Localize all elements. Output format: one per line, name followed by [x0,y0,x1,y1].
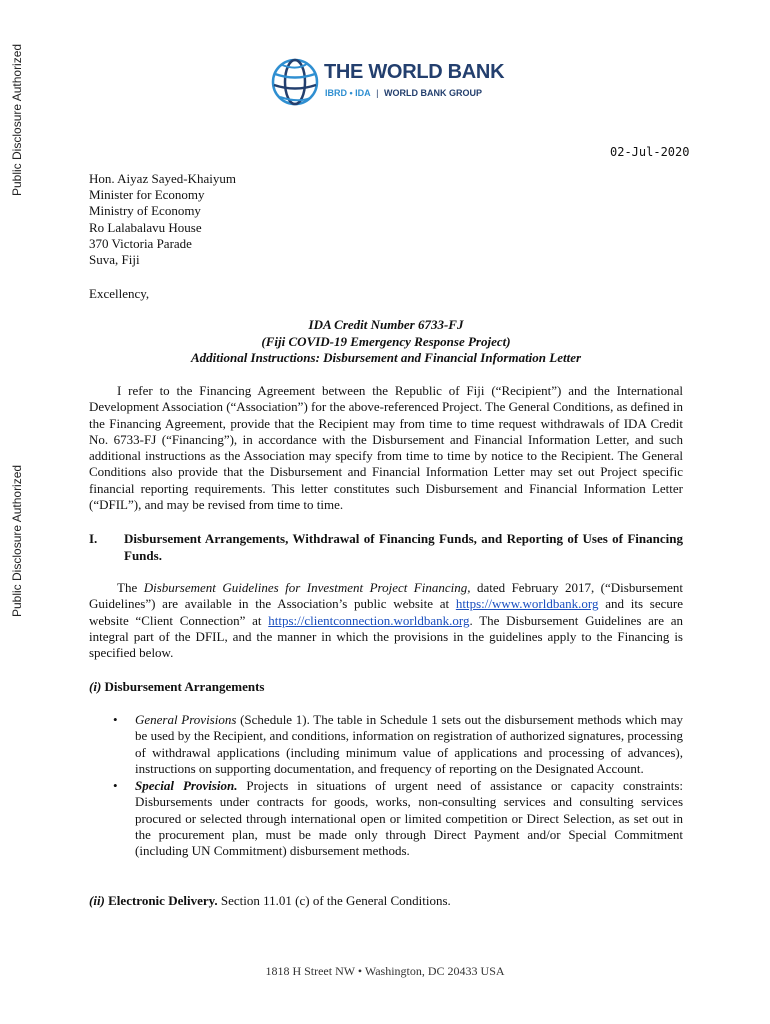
bullet-lead: Special Provision. [135,778,238,794]
recipient-address [89,171,236,268]
logo-ibrd-ida: IBRD • IDA [325,88,371,98]
guidelines-paragraph [89,580,683,661]
guidelines-intro: The [117,580,144,595]
bullet-text: (Schedule 1). The table in Schedule 1 sets out the disbursement methods which may be used by the Recipient, and conditions, information on registration of authorized signatures, processing of withdrawal applications (including minimum value of applications and processing of advances), instructions on supporting documentation, and frequency of reporting on the Designated Account. [135,712,684,776]
provisions-list [89,712,683,861]
letter-date: 02-Jul-2020 [610,145,690,159]
list-item [89,778,683,859]
world-bank-logo [270,57,510,109]
subsection-electronic-delivery [89,893,451,909]
disclosure-label-middle: Public Disclosure Authorized [10,464,24,617]
title-line: (Fiji COVID-19 Emergency Response Project) [261,333,511,349]
logo-subtitle [325,88,482,98]
section-number: I. [89,531,98,546]
section-title: Disbursement Arrangements, Withdrawal of Financing Funds, and Reporting of Uses of Financing Funds. [124,531,683,563]
address-line: Minister for Economy [89,187,205,203]
worldbank-link[interactable]: https://www.worldbank.org [455,596,599,612]
title-line: Additional Instructions: Disbursement and Financial Information Letter [190,350,582,365]
address-line: Hon. Aiyaz Sayed-Khaiyum [89,171,236,186]
letter-title [89,317,683,367]
bullet-lead: General Provisions [135,712,237,727]
footer-address: 1818 H Street NW • Washington, DC 20433 USA [265,964,505,978]
guidelines-title: Disbursement Guidelines for Investment Project Financing, [143,580,471,595]
subsection-label: (i) [89,679,102,694]
subsection-title: Disbursement Arrangements [101,679,265,694]
guidelines-text-2: and its secure website “Client Connection” at [89,596,683,628]
bullet-icon: • [113,778,118,794]
guidelines-text-3: . The Disbursement Guidelines are an integral part of the DFIL, and the manner in which the provisions in the guidelines apply to the Financing is specified below. [89,612,684,661]
salutation: Excellency, [89,286,150,301]
subsection-title: Electronic Delivery. [104,893,218,908]
bullet-icon: • [113,712,118,727]
guidelines-text-1: dated February 2017, (“Disbursement Guidelines”) are available in the Association’s public website at [89,580,683,612]
bullet-text: Projects in situations of urgent need of assistance or capacity constraints: Disbursements under contracts for goods, works, non-consulting services and consulting services procured or selected through international open or limited competition or Direct Selection, as set out in the procurement plan, must be made only through Direct Payment and/or Special Commitment (including UN Commitment) disbursement methods. [135,778,683,859]
list-item [89,712,683,777]
logo-separator: | [376,88,379,98]
intro-paragraph: I refer to the Financing Agreement between the Republic of Fiji (“Recipient”) and the International Development Association (“Association”) for the above-referenced Project. The General Conditions, as defined in the Financing Agreement, provide that the Recipient may from time to time request withdrawals of IDA Credit No. 6733-FJ (“Financing”), in accordance with the Disbursement and Financial Information Letter, and such additional instructions as the Association may specify from time to time by notice to the Recipient. The General Conditions also provide that the Disbursement and Financial Information Letter may set out Project specific financial reporting requirements. This letter constitutes such Disbursement and Financial Information Letter (“DFIL”), and may be revised from time to time. [89,383,683,513]
section-heading [89,531,683,564]
logo-group: WORLD BANK GROUP [384,88,483,98]
address-line: Ministry of Economy [89,203,201,219]
subsection-disbursement-arrangements [89,679,265,695]
logo-title: THE WORLD BANK [324,61,505,83]
address-line: Ro Lalabalavu House [89,219,202,235]
address-line: Suva, Fiji [89,252,140,268]
address-line: 370 Victoria Parade [89,235,192,251]
title-line: IDA Credit Number 6733-FJ [308,317,464,332]
subsection-text: Section 11.01 (c) of the General Conditions. [217,893,451,908]
client-connection-link[interactable]: https://clientconnection.worldbank.org [268,612,470,628]
subsection-label: (ii) [89,893,105,908]
disclosure-label-top: Public Disclosure Authorized [10,43,24,196]
globe-icon [270,57,320,107]
